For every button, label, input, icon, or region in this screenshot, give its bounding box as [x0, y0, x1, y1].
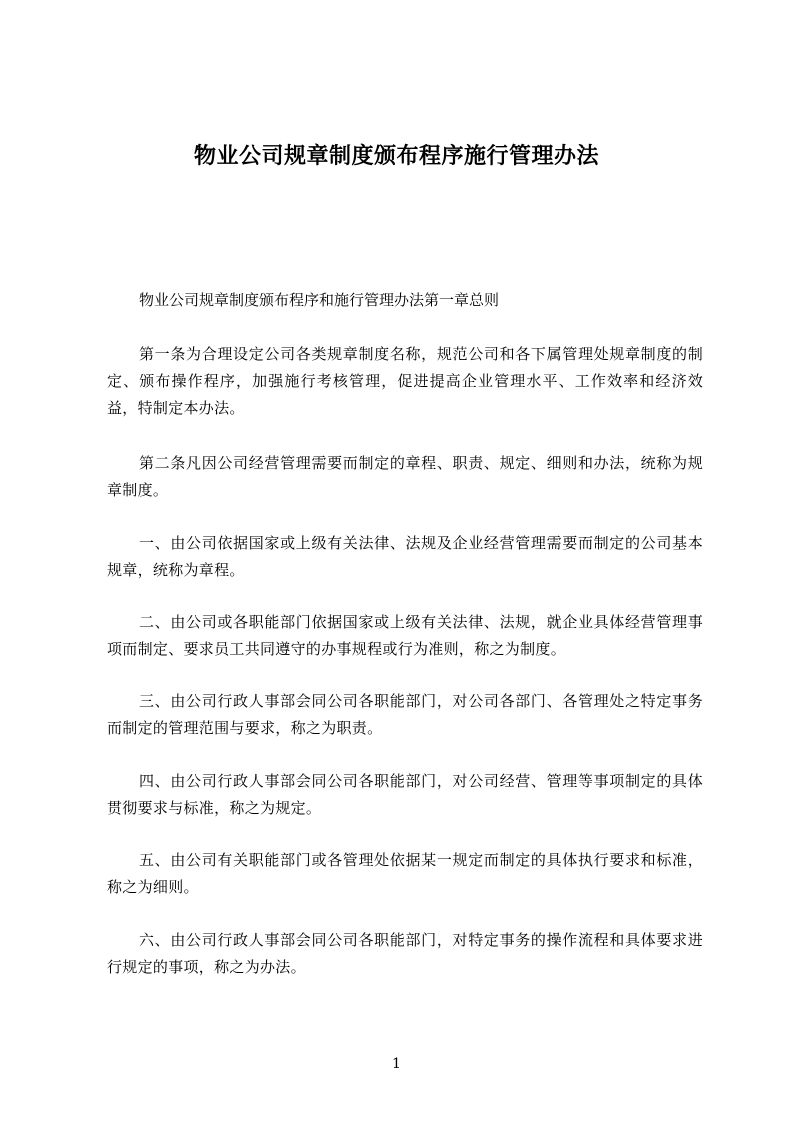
page-number: 1 [392, 1056, 401, 1072]
paragraph-article-1: 第一条为合理设定公司各类规章制度名称，规范公司和各下属管理处规章制度的制定、颁布操作程序，加强施行考核管理，促进提高企业管理水平、工作效率和经济效益，特制定本办法。 [107, 345, 703, 417]
paragraph-article-2: 第二条凡因公司经营管理需要而制定的章程、职责、规定、细则和办法，统称为规章制度。 [107, 454, 703, 499]
paragraph-item-6: 六、由公司行政人事部会同公司各职能部门，对特定事务的操作流程和具体要求进行规定的事项，称之为办法。 [107, 931, 703, 976]
paragraph-item-4: 四、由公司行政人事部会同公司各职能部门，对公司经营、管理等事项制定的具体贯彻要求与标准，称之为规定。 [107, 772, 703, 817]
paragraph-item-2: 二、由公司或各职能部门依据国家或上级有关法律、法规，就企业具体经营管理事项而制定、要求员工共同遵守的办事规程或行为准则，称之为制度。 [107, 613, 703, 658]
document-title: 物业公司规章制度颁布程序施行管理办法 [193, 144, 599, 169]
paragraph-item-3: 三、由公司行政人事部会同公司各职能部门，对公司各部门、各管理处之特定事务而制定的管理范围与要求，称之为职责。 [107, 692, 703, 737]
paragraph-item-1: 一、由公司依据国家或上级有关法律、法规及企业经营管理需要而制定的公司基本规章，统称为章程。 [107, 534, 703, 579]
paragraph-item-5: 五、由公司有关职能部门或各管理处依据某一规定而制定的具体执行要求和标准，称之为细则。 [107, 851, 703, 896]
document-subtitle: 物业公司规章制度颁布程序和施行管理办法第一章总则 [139, 291, 500, 309]
